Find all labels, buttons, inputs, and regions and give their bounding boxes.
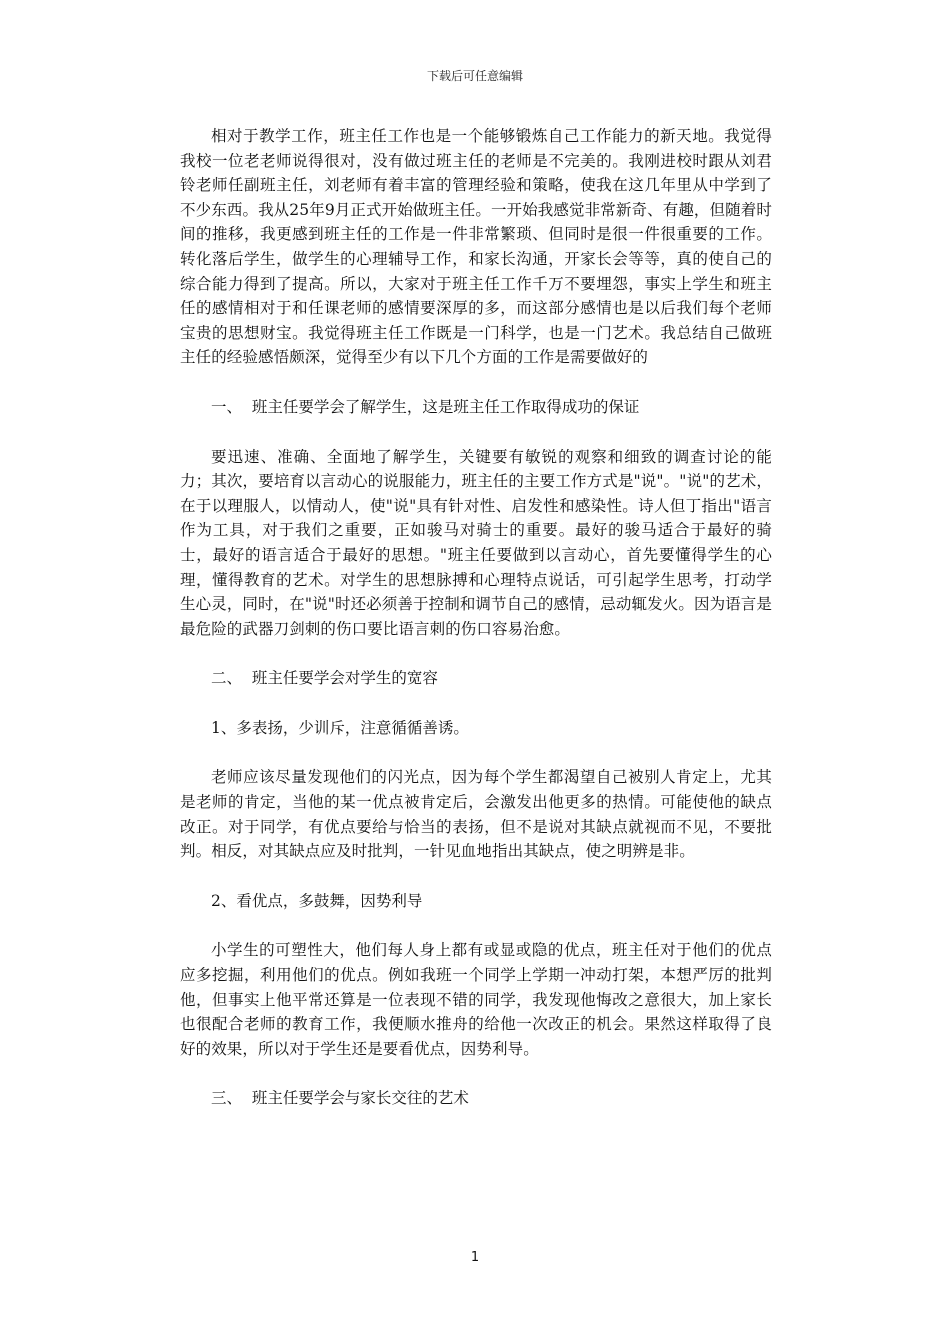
subsection-heading-1: 1、多表扬，少训斥，注意循循善诱。	[211, 718, 469, 737]
subsection-2-paragraph: 小学生的可塑性大，他们每人身上都有或显或隐的优点，班主任对于他们的优点应多挖掘，利用他们的优点。例如我班一个同学上学期一冲动打架，本想严厉的批判他，但事实上他平常还算是一位表现不错的同学，我发现他悔改之意很大，加上家长也很配合老师的教育工作，我便顺水推舟的给他一次改正的机会。果然这样取得了良好的效果，所以对于学生还是要看优点，因势利导。	[180, 941, 772, 1058]
page-header: 下载后可任意编辑	[426, 69, 523, 83]
section-heading-2: 二、 班主任要学会对学生的宽容	[211, 669, 438, 688]
page-number: 1	[470, 1250, 480, 1265]
intro-paragraph: 相对于教学工作，班主任工作也是一个能够锻炼自己工作能力的新天地。我觉得我校一位老老师说得很对，没有做过班主任的老师是不完美的。我刚进校时跟从刘君铃老师任副班主任，刘老师有着丰富的管理经验和策略，使我在这几年里从中学到了不少东西。我从25年9月正式开始做班主任。一开始我感觉非常新奇、有趣，但随着时间的推移，我更感到班主任的工作是一件非常繁琐、但同时是很一件很重要的工作。转化落后学生，做学生的心理辅导工作，和家长沟通，开家长会等等，真的使自己的综合能力得到了提高。所以，大家对于班主任工作千万不要埋怨，事实上学生和班主任的感情相对于和任课老师的感情要深厚的多，而这部分感情也是以后我们每个老师宝贵的思想财宝。我觉得班主任工作既是一门科学，也是一门艺术。我总结自己做班主任的经验感悟颇深，觉得至少有以下几个方面的工作是需要做好的	[180, 127, 772, 367]
subsection-heading-2: 2、看优点，多鼓舞，因势利导	[211, 891, 423, 910]
section-1-paragraph: 要迅速、准确、全面地了解学生，关键要有敏锐的观察和细致的调查讨论的能力；其次，要培育以言动心的说服能力，班主任的主要工作方式是"说"。"说"的艺术，在于以理服人，以情动人，使"说"具有针对性、启发性和感染性。诗人但丁指出"语言作为工具，对于我们之重要，正如骏马对骑士的重要。最好的骏马适合于最好的骑士，最好的语言适合于最好的思想。"班主任要做到以言动心，首先要懂得学生的心理，懂得教育的艺术。对学生的思想脉搏和心理特点说话，可引起学生思考，打动学生心灵，同时，在"说"时还必须善于控制和调节自己的感情，忌动辄发火。因为语言是最危险的武器刀剑刺的伤口要比语言刺的伤口容易治愈。	[180, 447, 772, 638]
section-heading-3: 三、 班主任要学会与家长交往的艺术	[211, 1089, 469, 1108]
document-body	[180, 124, 772, 1136]
section-heading-1: 一、 班主任要学会了解学生，这是班主任工作取得成功的保证	[211, 397, 640, 416]
subsection-1-paragraph: 老师应该尽量发现他们的闪光点，因为每个学生都渴望自己被别人肯定上，尤其是老师的肯定，当他的某一优点被肯定后，会激发出他更多的热情。可能使他的缺点改正。对于同学，有优点要给与恰当的表扬，但不是说对其缺点就视而不见，不要批判。相反，对其缺点应及时批判，一针见血地指出其缺点，使之明辨是非。	[180, 768, 772, 861]
